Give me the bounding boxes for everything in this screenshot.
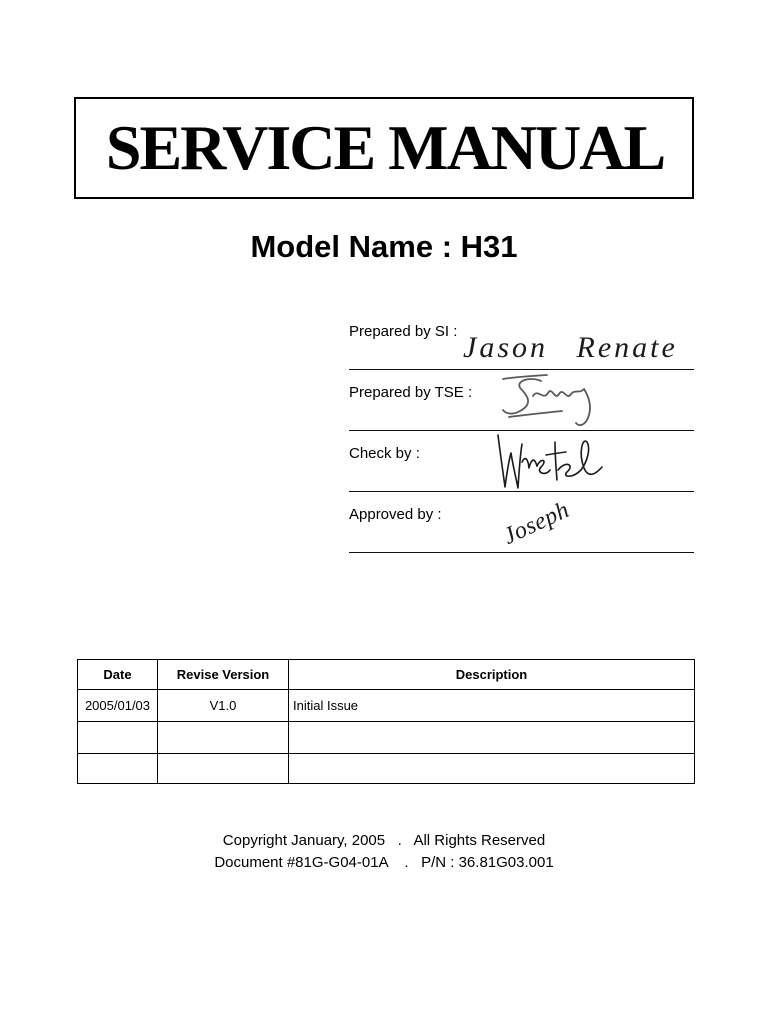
signature-line <box>349 430 694 431</box>
signature-stroke <box>558 441 602 476</box>
model-name-value: H31 <box>460 229 518 264</box>
signature-stroke <box>533 389 590 425</box>
signature-stroke <box>522 459 537 468</box>
signoff-label: Check by : <box>349 445 420 462</box>
signature-line <box>349 552 694 553</box>
signoff-label: Prepared by TSE : <box>349 384 473 401</box>
title-box <box>74 97 694 199</box>
table-cell-version: V1.0 <box>158 690 289 722</box>
table-row <box>78 690 695 722</box>
signature-approved: Joseph <box>499 496 574 550</box>
table-cell-description: Initial Issue <box>289 690 695 722</box>
table-row <box>78 722 695 754</box>
table-cell-version <box>158 722 289 754</box>
table-cell-date <box>78 722 158 754</box>
signature-stroke <box>537 460 550 473</box>
table-header-revise-version: Revise Version <box>158 660 289 690</box>
copyright-line: Copyright January, 2005 . All Rights Reserved <box>222 832 546 849</box>
signature-check <box>494 432 606 492</box>
table-cell-description <box>289 754 695 784</box>
signature-stroke <box>498 435 522 488</box>
signoff-label: Prepared by SI : <box>349 323 458 340</box>
signoff-row-si <box>349 323 694 373</box>
signoff-block <box>349 323 694 563</box>
signature-stroke <box>503 379 541 414</box>
table-cell-date: 2005/01/03 <box>78 690 158 722</box>
table-cell-description <box>289 722 695 754</box>
document-number-line: Document #81G-G04-01A . P/N : 36.81G03.001 <box>214 854 554 871</box>
signoff-label: Approved by : <box>349 506 442 523</box>
table-cell-version <box>158 754 289 784</box>
document-title: SERVICE MANUAL <box>105 112 665 183</box>
signature-si: Jason Renate <box>463 331 678 364</box>
table-header-description: Description <box>289 660 695 690</box>
signature-stroke <box>503 375 547 379</box>
revision-table-body <box>78 690 695 784</box>
revision-table <box>77 659 695 784</box>
signoff-row-check <box>349 445 694 495</box>
table-cell-date <box>78 754 158 784</box>
model-name-line <box>0 231 768 262</box>
signoff-row-approved <box>349 496 694 556</box>
signature-tse <box>500 370 600 430</box>
revision-table-head <box>78 660 695 690</box>
table-row <box>78 754 695 784</box>
model-name-label: Model Name : <box>250 229 453 264</box>
signature-stroke <box>555 442 557 480</box>
signature-line <box>349 491 694 492</box>
table-header-date: Date <box>78 660 158 690</box>
footer <box>0 830 768 874</box>
table-header-row <box>78 660 695 690</box>
signoff-row-tse <box>349 384 694 434</box>
